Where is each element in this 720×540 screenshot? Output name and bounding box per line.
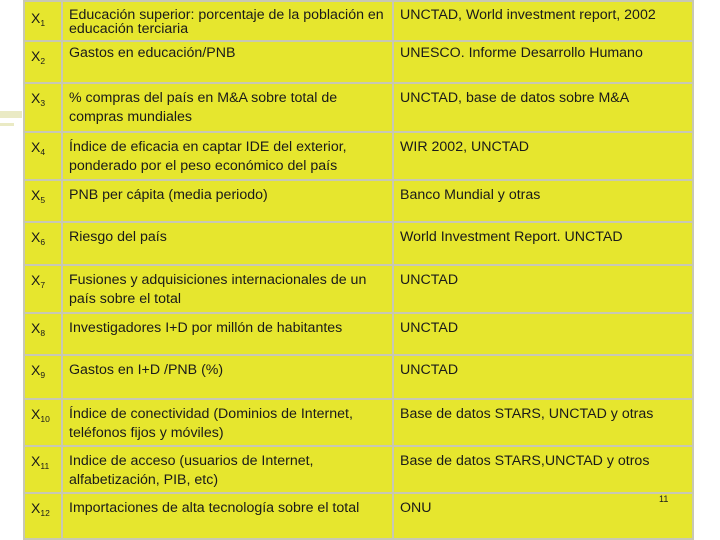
variable-cell [24, 41, 62, 83]
variable-cell [24, 446, 62, 493]
source-cell: Base de datos STARS, UNCTAD y otras [393, 399, 693, 446]
description-cell: Fusiones y adquisiciones internacionales de un país sobre el total [62, 265, 393, 313]
variable-letter: X [31, 362, 41, 378]
variable-letter: X [31, 90, 41, 106]
description-cell: % compras del país en M&A sobre total de compras mundiales [62, 83, 393, 132]
table-row [24, 446, 693, 493]
variable-subscript: 7 [40, 280, 46, 290]
variable-cell [24, 180, 62, 222]
table-row [24, 399, 693, 446]
variable-subscript: 12 [40, 508, 50, 518]
description-cell: Gastos en educación/PNB [62, 41, 393, 83]
description-cell: Educación superior: porcentaje de la población en educación terciaria [62, 1, 393, 41]
variable-subscript: 8 [40, 328, 46, 338]
description-cell: Importaciones de alta tecnología sobre el total [62, 493, 393, 539]
variable-subscript: 5 [40, 195, 46, 205]
table-row [24, 493, 693, 539]
source-cell: UNCTAD [393, 313, 693, 355]
description-cell: Riesgo del país [62, 222, 393, 265]
source-cell: ONU [393, 493, 693, 539]
variable-letter: X [31, 406, 41, 422]
variable-subscript: 9 [40, 370, 46, 380]
variable-letter: X [31, 48, 41, 64]
table-row [24, 1, 693, 41]
variable-cell [24, 493, 62, 539]
variable-cell [24, 83, 62, 132]
description-cell: Gastos en I+D /PNB (%) [62, 355, 393, 399]
variable-cell [24, 265, 62, 313]
variable-letter: X [31, 229, 41, 245]
variable-letter: X [31, 453, 41, 469]
source-cell: World Investment Report. UNCTAD [393, 222, 693, 265]
variable-cell [24, 132, 62, 180]
variable-subscript: 1 [40, 18, 46, 28]
variable-cell [24, 399, 62, 446]
variables-table [23, 0, 694, 540]
decorative-side-bar [0, 111, 22, 118]
source-cell: Banco Mundial y otras [393, 180, 693, 222]
source-cell: UNCTAD [393, 355, 693, 399]
variable-letter: X [31, 10, 41, 26]
variable-cell [24, 355, 62, 399]
decorative-side-bar-secondary [0, 123, 14, 126]
source-cell: Base de datos STARS,UNCTAD y otros [393, 446, 693, 493]
description-cell: Indice de acceso (usuarios de Internet, alfabetización, PIB, etc) [62, 446, 393, 493]
description-cell: Índice de eficacia en captar IDE del exterior, ponderado por el peso económico del país [62, 132, 393, 180]
variable-cell [24, 222, 62, 265]
table-row [24, 41, 693, 83]
table-row [24, 83, 693, 132]
variable-letter: X [31, 500, 41, 516]
variable-letter: X [31, 187, 41, 203]
table-row [24, 180, 693, 222]
description-cell: Índice de conectividad (Dominios de Internet, teléfonos fijos y móviles) [62, 399, 393, 446]
source-cell: WIR 2002, UNCTAD [393, 132, 693, 180]
variable-cell [24, 313, 62, 355]
page-number: 11 [659, 494, 669, 504]
variable-subscript: 10 [40, 414, 50, 424]
table-row [24, 222, 693, 265]
variable-cell [24, 1, 62, 41]
description-cell: PNB per cápita (media periodo) [62, 180, 393, 222]
variable-letter: X [31, 272, 41, 288]
table-row [24, 355, 693, 399]
variable-subscript: 11 [40, 461, 50, 471]
source-cell: UNCTAD, base de datos sobre M&A [393, 83, 693, 132]
variable-subscript: 6 [40, 237, 46, 247]
table-row [24, 313, 693, 355]
variable-letter: X [31, 320, 41, 336]
variable-subscript: 3 [40, 98, 46, 108]
variable-subscript: 4 [40, 147, 46, 157]
table-row [24, 132, 693, 180]
variable-subscript: 2 [40, 56, 46, 66]
variable-letter: X [31, 139, 41, 155]
table-row [24, 265, 693, 313]
source-cell: UNCTAD [393, 265, 693, 313]
source-cell: UNESCO. Informe Desarrollo Humano [393, 41, 693, 83]
description-cell: Investigadores I+D por millón de habitantes [62, 313, 393, 355]
source-cell: UNCTAD, World investment report, 2002 [393, 1, 693, 41]
